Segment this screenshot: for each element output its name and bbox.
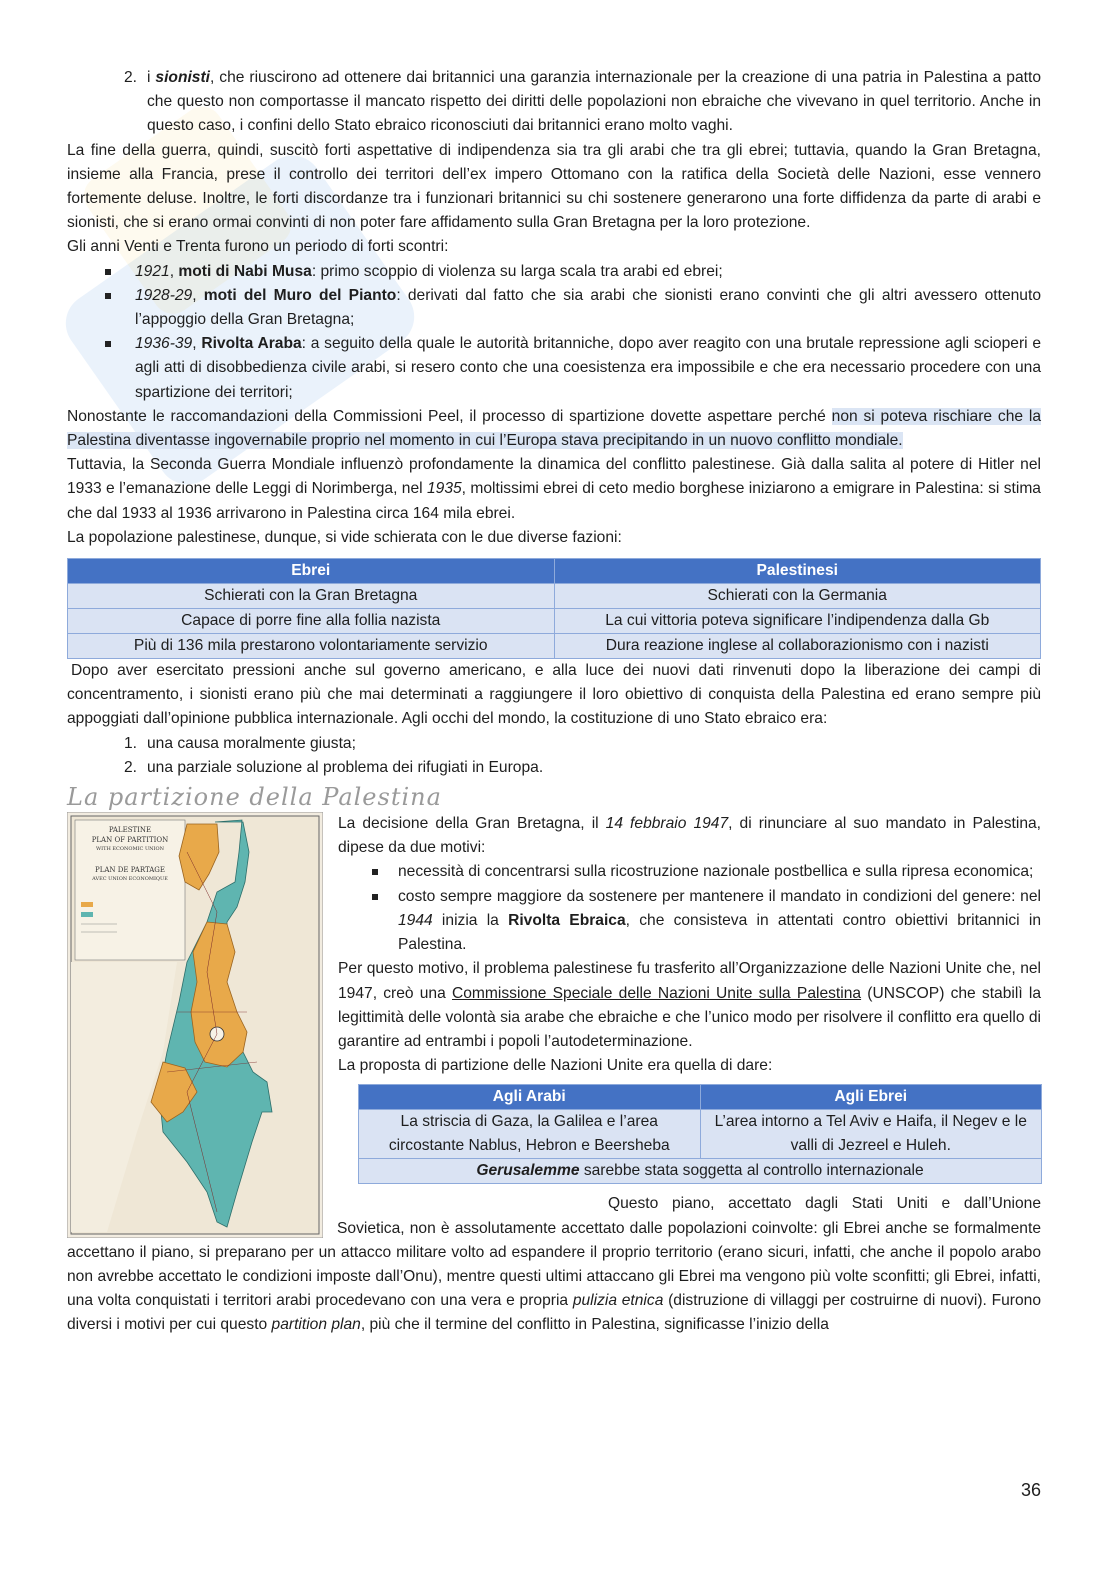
paragraph-years: Gli anni Venti e Trenta furono un periodo di forti scontri: (67, 238, 449, 256)
paragraph-peel: Nonostante le raccomandazioni della Commissioni Peel, il processo di spartizione dovette aspettare perché non si poteva rischiare che la Palestina diventasse ingovernabile proprio nel momento in cui l’Europa stava precipitando in un nuovo conflitto mondiale. (67, 407, 1041, 450)
map-title: PLAN OF PARTITION (91, 836, 169, 845)
list-item: 1. una causa moralmente giusta; (123, 734, 356, 752)
clashes-list (67, 260, 1041, 405)
paragraph-factions: La popolazione palestinese, dunque, si vide schierata con le due diverse fazioni: (67, 528, 622, 546)
highlighted-text: non si poteva rischiare che la Palestina diventasse ingovernabile proprio nel momento in cui l’Europa stava precipitando in un nuovo conflitto mondiale. (67, 407, 1041, 450)
paragraph-proposal: La proposta di partizione delle Nazioni Unite era quella di dare: (338, 1057, 773, 1075)
paragraph-ww2: Tuttavia, la Seconda Guerra Mondiale influenzò profondamente la dinamica del conflitto palestinese. Già dalla salita al potere di Hitler nel 1933 e l’emanazione delle Leggi di Norimberga, nel 1935, moltissimi ebrei di ceto medio borghese iniziarono a emigrare in Palestina: si stima che dal 1933 al 1936 arrivarono in Palestina circa 164 mila ebrei. (67, 456, 1041, 522)
term-sionisti: sionisti (155, 69, 211, 86)
map-title: WITH ECONOMIC UNION (96, 846, 164, 853)
table-row: Gerusalemme sarebbe stata soggetta al controllo internazionale (359, 1159, 1042, 1184)
table-row: La striscia di Gaza, la Galilea e l’area circostante Nablus, Hebron e Beersheba L’area intorno a Tel Aviv e Haifa, il Negev e le valli di Jezreel e Huleh. (359, 1110, 1042, 1159)
decision-column (338, 812, 1041, 1184)
list-item: 2. una parziale soluzione al problema dei rifugiati in Europa. (123, 758, 544, 776)
table-row: Schierati con la Gran Bretagna Schierati con la Germania (68, 584, 1041, 609)
map-title: AVEC UNION ECONOMIQUE (92, 876, 168, 883)
list-item: 1921, moti di Nabi Musa: primo scoppio di violenza su larga scala tra arabi ed ebrei; (67, 260, 1041, 284)
map-title: PLAN DE PARTAGE (94, 866, 166, 875)
paragraph-onu: Per questo motivo, il problema palestinese fu trasferito all’Organizzazione delle Nazioni Unite che, nel 1947, creò una Commissione Speciale delle Nazioni Unite sulla Palestina (UNSCOP) che stabilì la legittimità delle volontà sia arabe che ebraiche e che l’unico modo per risolvere il conflitto era quello di garantire ad entrambi i popoli l’autodeterminazione. (338, 960, 1042, 1050)
factions-table (67, 558, 1041, 659)
motives-list (338, 860, 1041, 957)
table-header: Agli Arabi (359, 1085, 701, 1110)
map-title: PALESTINE (108, 826, 152, 835)
paragraph-plan: Questo piano, accettato dagli Stati Uniti e dall’Unione Sovietica, non è assolutamente accettato dalle popolazioni coinvolte: gli Ebrei anche se formalmente accettano il piano, si preparano per un attacco militare volto ad espandere il proprio territorio (erano sicuri, infatti, che anche il popolo arabo non avrebbe accettato le condizioni imposte dall’Onu), mentre questi ultimi attaccano gli Ebrei ma vengono più volte sconfitti; gli Ebrei, infatti, una volta conquistati i territori arabi procedevano con una vera e propria pulizia etnica (distruzione di villaggi per costruirne di nuovi). Furono diversi i motivi per cui questo partition plan, più che il termine del conflitto in Palestina, significasse l’inizio della (67, 1195, 1041, 1334)
list-item: necessità di concentrarsi sulla ricostruzione nazionale postbellica e sulla ripresa economica; (338, 860, 1041, 884)
document-page (67, 66, 1041, 1338)
partition-section (67, 812, 1041, 1184)
page-number: 36 (1020, 1480, 1041, 1500)
paragraph-end-war: La fine della guerra, quindi, suscitò forti aspettative di indipendenza sia tra gli arabi che tra gli ebrei; tuttavia, quando la Gran Bretagna, insieme alla Francia, prese il controllo dei territori dell’ex impero Ottomano con la ratifica della Società delle Nazioni, esse vennero fortemente deluse. Inoltre, le forti discordanze tra i funzionari britannici su chi sostenere generarono una forte diffidenza da parte di arabi e sionisti, che si erano ormai convinti di non poter fare affidamento sulla Gran Bretagna per la loro protezione. (67, 141, 1041, 232)
table-row: Capace di porre fine alla follia nazista La cui vittoria poteva significare l’indipendenza dalla Gb (68, 609, 1041, 634)
proposal-table (358, 1084, 1042, 1184)
list-number: 2. (123, 69, 137, 86)
paragraph-decision: La decisione della Gran Bretagna, il 14 febbraio 1947, di rinunciare al suo mandato in Palestina, dipese da due motivi: (338, 815, 1041, 857)
table-row: Più di 136 mila prestarono volontariamente servizio Dura reazione inglese al collaborazionismo con i nazisti (68, 634, 1041, 659)
table-header: Agli Ebrei (700, 1085, 1042, 1110)
list-item: costo sempre maggiore da sostenere per mantenere il mandato in condizioni del genere: nel 1944 inizia la Rivolta Ebraica, che consisteva in attentati contro obiettivi britannici in Palestina. (338, 885, 1041, 958)
paragraph-pressure: Dopo aver esercitato pressioni anche sul governo americano, e alla luce dei nuovi dati rinvenuti dopo la liberazione dei campi di concentramento, i sionisti erano più che mai determinati a raggiungere il loro obiettivo di conquista della Palestina ed erano sempre più appoggiati dall’opinione pubblica internazionale. Agli occhi del mondo, la costituzione di uno Stato ebraico era: (67, 662, 1041, 728)
partition-map-image (67, 812, 323, 1238)
section-title: La partizione della Palestina (67, 783, 442, 812)
table-header: Ebrei (68, 559, 555, 584)
list-item: 1928-29, moti del Muro del Pianto: derivati dal fatto che sia arabi che sionisti erano convinti che gli altri avessero ottenuto l’appoggio della Gran Bretagna; (67, 284, 1041, 332)
list-item: 1936-39, Rivolta Araba: a seguito della quale le autorità britanniche, dopo aver reagito con una brutale repressione agli scioperi e agli atti di disobbedienza civile arabi, si resero conto che una coesistenza era impossibile e che era necessario procedere con una spartizione dei territori; (67, 332, 1041, 405)
table-header: Palestinesi (554, 559, 1041, 584)
unscop-link-text: Commissione Speciale delle Nazioni Unite sulla Palestina (452, 984, 862, 1002)
list-item-sionisti: 2. i sionisti, che riuscirono ad ottenere dai britannici una garanzia internazionale per la creazione di una patria in Palestina a patto che questo non comportasse il mancato rispetto dei diritti delle popolazioni non ebraiche che vivevano in quel territorio. Anche in questo caso, i confini dello Stato ebraico riconosciuti dai britannici erano molto vaghi. (67, 66, 1041, 139)
